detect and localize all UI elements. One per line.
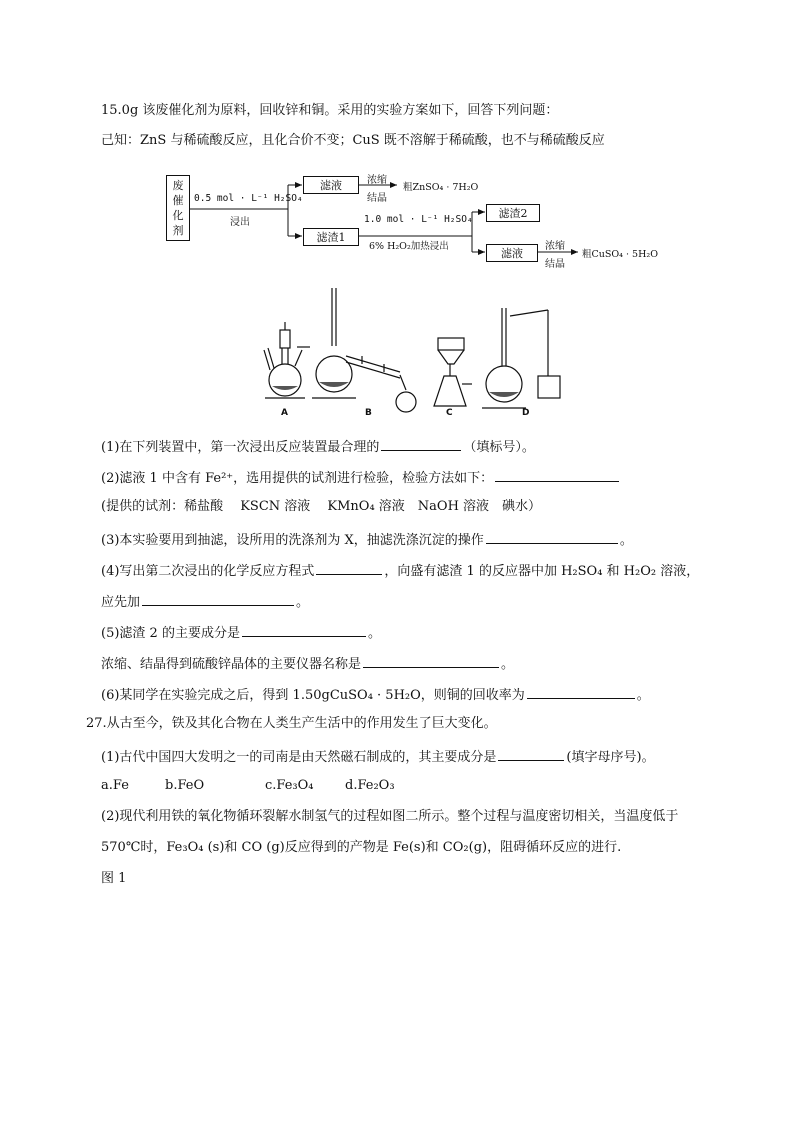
start-char: 剂 (172, 224, 184, 237)
step1-action: 浸出 (230, 217, 250, 228)
question-2-reagents: (提供的试剂：稀盐酸 KSCN 溶液 KMnO₄ 溶液 NaOH 溶液 碘水） (101, 499, 542, 514)
question-5a (101, 622, 381, 643)
question-27-part1-tail: (填字母序号)。 (566, 750, 655, 765)
apparatus-d (482, 308, 560, 408)
question-27-part2-line1: (2)现代利用铁的氧化物循环裂解水制氢气的过程如图二所示。整个过程与温度密切相关，当温度低于 (101, 809, 679, 824)
step1-reagent: 0.5 mol · L⁻¹ H₂SO₄ (194, 193, 303, 204)
question-27-part2-line2: 570℃时，Fe₃O₄ (s)和 CO (g)反应得到的产物是 Fe(s)和 CO₂(g)，阻碍循环反应的进行. (101, 840, 622, 855)
apparatus-label-b: B (365, 408, 372, 418)
question-5b (101, 653, 514, 674)
start-char: 化 (172, 209, 184, 222)
question-3 (101, 529, 633, 550)
answer-blank-5b[interactable] (363, 653, 499, 668)
start-box-catalyst (166, 175, 190, 241)
question-4c-text: 应先加 (101, 595, 141, 610)
answer-blank-5a[interactable] (242, 622, 366, 637)
start-char: 废 (172, 179, 184, 192)
product2-label: 粗CuSO₄ · 5H₂O (582, 249, 658, 260)
start-char: 催 (172, 194, 184, 207)
option-a: a.Fe (101, 778, 129, 793)
question-4-mid: ，向盛有滤渣 1 的反应器中加 H₂SO₄ 和 H₂O₂ 溶液， (384, 564, 700, 579)
question-2-text: (2)滤液 1 中含有 Fe²⁺，选用提供的试剂进行检验，检验方法如下： (101, 471, 494, 486)
answer-blank-3[interactable] (486, 529, 618, 544)
flowchart (0, 0, 794, 280)
intro-text: 15.0g 该废催化剂为原料，回收锌和铜。采用的实验方案如下，回答下列问题： (101, 103, 559, 118)
question-6-tail: 。 (636, 688, 650, 703)
apparatus-b (312, 288, 416, 412)
question-4c (101, 591, 309, 612)
option-b: b.FeO (165, 778, 205, 793)
residue1-box: 滤渣1 (303, 228, 359, 246)
filtrate1-box: 滤液 (303, 176, 359, 194)
question-1-text: (1)在下列装置中，第一次浸出反应装置最合理的 (101, 440, 380, 455)
apparatus-figure (250, 280, 570, 420)
question-5b-text: 浓缩、结晶得到硫酸锌晶体的主要仪器名称是 (101, 657, 362, 672)
answer-blank-4a[interactable] (316, 560, 382, 575)
question-27-part1 (101, 746, 655, 767)
crystallize-label-2: 结晶 (545, 259, 565, 270)
answer-blank-1[interactable] (381, 436, 461, 451)
question-5a-text: (5)滤渣 2 的主要成分是 (101, 626, 240, 641)
question-4-text: (4)写出第二次浸出的化学反应方程式 (101, 564, 315, 579)
question-4a (101, 560, 699, 581)
apparatus-a (264, 322, 310, 398)
product1-label: 粗ZnSO₄ · 7H₂O (403, 182, 479, 193)
answer-blank-6[interactable] (527, 684, 635, 699)
question-3-tail: 。 (619, 533, 633, 548)
apparatus-c (434, 338, 472, 406)
question-4c-tail: 。 (296, 595, 310, 610)
question-27-part1-text: (1)古代中国四大发明之一的司南是由天然磁石制成的，其主要成分是 (101, 750, 497, 765)
concentrate-label-1: 浓缩 (367, 175, 387, 186)
question-27-title: 27.从古至今，铁及其化合物在人类生产生活中的作用发生了巨大变化。 (86, 716, 497, 731)
answer-blank-27-1[interactable] (498, 746, 564, 761)
option-c: c.Fe₃O₄ (265, 778, 314, 793)
apparatus-drawing (250, 280, 570, 420)
question-1 (101, 436, 535, 457)
option-d: d.Fe₂O₃ (345, 778, 395, 793)
filtrate2-box: 滤液 (486, 244, 538, 262)
apparatus-label-c: C (446, 408, 453, 418)
question-3-text: (3)本实验要用到抽滤，设所用的洗涤剂为 X，抽滤洗涤沉淀的操作 (101, 533, 484, 548)
apparatus-label-a: A (281, 408, 288, 418)
question-5a-tail: 。 (367, 626, 381, 641)
concentrate-label-2: 浓缩 (545, 241, 565, 252)
question-1-tail: （填标号）。 (463, 440, 535, 455)
answer-blank-2[interactable] (495, 467, 619, 482)
crystallize-label-1: 结晶 (367, 193, 387, 204)
step2-action: 6% H₂O₂加热浸出 (369, 241, 449, 252)
question-2 (101, 467, 621, 488)
question-6-text: (6)某同学在实验完成之后，得到 1.50gCuSO₄ · 5H₂O，则铜的回收率为 (101, 688, 525, 703)
known-text: 己知：ZnS 与稀硫酸反应，且化合价不变；CuS 既不溶解于稀硫酸，也不与稀硫酸反应 (101, 133, 605, 148)
figure-caption: 图 1 (101, 871, 127, 886)
question-27-options (101, 777, 425, 795)
residue2-box: 滤渣2 (486, 204, 540, 222)
answer-blank-4c[interactable] (142, 591, 294, 606)
step2-reagent: 1.0 mol · L⁻¹ H₂SO₄ (364, 214, 473, 225)
question-5b-tail: 。 (501, 657, 515, 672)
apparatus-label-d: D (522, 408, 530, 418)
question-6 (101, 684, 650, 705)
